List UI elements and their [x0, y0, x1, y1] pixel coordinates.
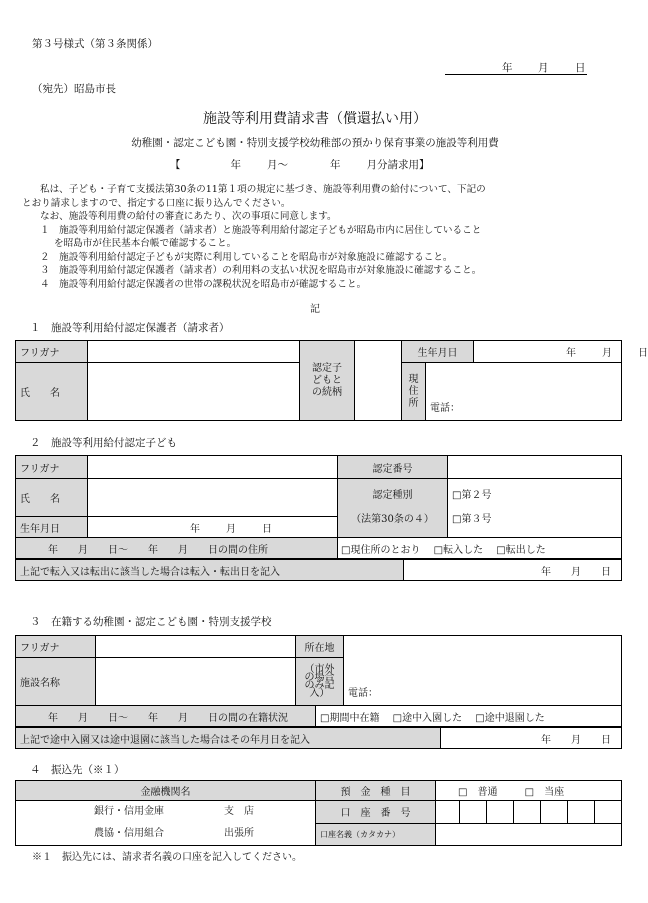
- section3-heading: ３ 在籍する幼稚園・認定こども園・特別支援学校: [30, 616, 272, 628]
- child-address-table: [15, 537, 622, 559]
- enroll-note-label: 上記で途中入園又は途中退園に該当した場合はその年月日を記入: [16, 728, 441, 749]
- child-table: [15, 455, 622, 538]
- guardian-table: [15, 340, 648, 421]
- addr-period-label: 年 月 日〜 年 月 日の間の住所: [16, 538, 338, 559]
- facility-name-label: 施設名称: [16, 658, 96, 706]
- request-period: 【 年 月〜 年 月分請求用】: [170, 159, 430, 171]
- acct-no-digit[interactable]: [460, 801, 487, 824]
- guardian-name-label: 氏 名: [16, 363, 88, 421]
- left-checkbox[interactable]: □途中退園した: [475, 712, 545, 724]
- cert-no-label: 認定番号: [338, 456, 448, 479]
- consent-item: ４ 施設等利用給付認定保護者の世帯の課税状況を昭島市が確認すること。: [40, 278, 367, 290]
- child-name-label: 氏 名: [16, 479, 88, 517]
- relation-field[interactable]: [355, 341, 402, 421]
- enroll-date-field[interactable]: 年 月 日: [441, 728, 622, 749]
- move-note-label: 上記で転入又は転出に該当した場合は転入・転出日を記入: [16, 560, 404, 581]
- moved-out-checkbox[interactable]: □転出した: [496, 544, 546, 556]
- footnote: ※１ 振込先には、請求者名義の口座を記入してください。: [32, 852, 302, 863]
- moved-in-checkbox[interactable]: □転入した: [433, 544, 484, 556]
- date-year-label: 年: [502, 62, 513, 74]
- date-month-label: 月: [538, 62, 549, 74]
- ki-mark: 記: [310, 304, 320, 315]
- guardian-furigana-label: フリガナ: [16, 341, 88, 363]
- bank-name-field[interactable]: 銀行・信用金庫 支 店 農協・信用組合 出張所: [16, 801, 316, 846]
- consent-item: １ 施設等利用給付認定保護者（請求者）と施設等利用給付認定子どもが昭島市内に居住していること: [40, 224, 482, 236]
- move-date-field[interactable]: 年 月 日: [404, 560, 622, 581]
- bank-table: [15, 780, 622, 846]
- consent-item: ２ 施設等利用給付認定子どもが実際に利用していることを昭島市が対象施設に確認すること。: [40, 251, 453, 263]
- section1-heading: １ 施設等利用給付認定保護者（請求者）: [30, 322, 230, 334]
- normal-checkbox[interactable]: □ 普通: [458, 787, 498, 798]
- date-day-label: 日: [575, 62, 586, 74]
- enroll-period-label: 年 月 日〜 年 月 日の間の在籍状況: [16, 706, 316, 727]
- facility-phone-label: 電話：: [348, 688, 378, 699]
- form-number: 第３号様式（第３条関係）: [32, 38, 158, 50]
- acct-no-digit[interactable]: [436, 801, 460, 824]
- child-birth-label: 生年月日: [16, 517, 88, 538]
- current-checkbox[interactable]: □ 当座: [524, 787, 565, 798]
- move-date-table: [15, 559, 622, 581]
- location-field[interactable]: [344, 636, 622, 706]
- acct-no-label: 口 座 番 号: [316, 801, 436, 824]
- guardian-name-field[interactable]: [88, 363, 300, 421]
- child-birth-field[interactable]: 年 月 日: [88, 517, 338, 538]
- child-name-field[interactable]: [88, 479, 338, 517]
- enrollment-table: [15, 705, 622, 727]
- child-furigana-label: フリガナ: [16, 456, 88, 479]
- section2-heading: ２ 施設等利用給付認定子ども: [30, 437, 177, 449]
- type2-checkbox[interactable]: □第２号: [452, 490, 492, 501]
- acct-no-digit[interactable]: [514, 801, 541, 824]
- cert-no-field[interactable]: [448, 456, 622, 479]
- consent-item: を昭島市が住民基本台帳で確認すること。: [54, 238, 237, 249]
- full-period-checkbox[interactable]: □期間中在籍: [320, 712, 380, 724]
- location-label: 所在地: [296, 636, 344, 658]
- acct-type-options: [436, 781, 622, 801]
- acct-holder-label: 口座名義（カタカナ）: [316, 823, 436, 846]
- acct-holder-field[interactable]: [436, 823, 622, 846]
- phone-label: 電話：: [430, 403, 460, 414]
- facility-table: [15, 635, 622, 706]
- addressee: （宛先）昭島市長: [32, 83, 116, 95]
- acct-no-digit[interactable]: [487, 801, 514, 824]
- child-furigana-field[interactable]: [88, 456, 338, 479]
- acct-type-label: 預 金 種 目: [316, 781, 436, 801]
- guardian-furigana-field[interactable]: [88, 341, 300, 363]
- guardian-birth-label: 生年月日: [402, 341, 474, 363]
- current-address-checkbox[interactable]: □現住所のとおり: [341, 544, 421, 556]
- facility-name-field[interactable]: [96, 658, 296, 706]
- consent-item: ３ 施設等利用給付認定保護者（請求者）の利用料の支払い状況を昭島市が対象施設に確認すること。: [40, 265, 482, 276]
- acct-no-digit[interactable]: [541, 801, 568, 824]
- address-label: 現住所: [402, 363, 426, 421]
- cert-type-options: [448, 479, 622, 538]
- page-title: 施設等利用費請求書（償還払い用）: [203, 111, 427, 127]
- facility-furigana-field[interactable]: [96, 636, 296, 658]
- addr-options: [338, 538, 622, 559]
- guardian-birth-field[interactable]: 年 月 日: [474, 341, 622, 363]
- section4-heading: ４ 振込先（※１）: [30, 764, 125, 776]
- acct-no-digit[interactable]: [568, 801, 595, 824]
- consent-text: 私は、子ども・子育て支援法第30条の11第１項の規定に基づき、施設等利用費の給付について、下記の とおり請求しますので、指定する口座に振り込んでください。 なお、施設等利用費の給付の審査にあたり、次の事項に同意します。 １ 施設等利用給付認定保護者（請求者）と施設等利用給付認定子どもが昭島市内に居住していること を昭島市が住民基本台帳で確認すること。 ２ 施設等利用給付認定子どもが実際に利用していることを昭島市が対象施設に確認すること。 ３ 施設等利用給付認定保護者（請求者）の利用料の支払い状況を昭島市が対象施設に確認すること。 ４ 施設等利用給付認定保護者の世帯の課税状況を昭島市が確認すること。: [22, 183, 612, 291]
- joined-checkbox[interactable]: □途中入園した: [392, 712, 463, 724]
- bank-name-label: 金融機関名: [16, 781, 316, 801]
- cert-type-label: 認定種別 （法第30条の４）: [338, 479, 448, 538]
- enroll-options: [316, 706, 622, 727]
- enroll-date-table: [15, 727, 622, 749]
- date-line: [445, 60, 587, 75]
- page-subtitle: 幼稚園・認定こども園・特別支援学校幼稚部の預かり保育事業の施設等利用費: [131, 137, 499, 149]
- acct-no-digit[interactable]: [595, 801, 622, 824]
- facility-furigana-label: フリガナ: [16, 636, 96, 658]
- location-note: （市外の場合のみ記入）: [296, 658, 344, 706]
- guardian-address-field[interactable]: [426, 363, 622, 421]
- relation-label: 認定子どもとの続柄: [300, 341, 355, 421]
- type3-checkbox[interactable]: □第３号: [452, 514, 492, 525]
